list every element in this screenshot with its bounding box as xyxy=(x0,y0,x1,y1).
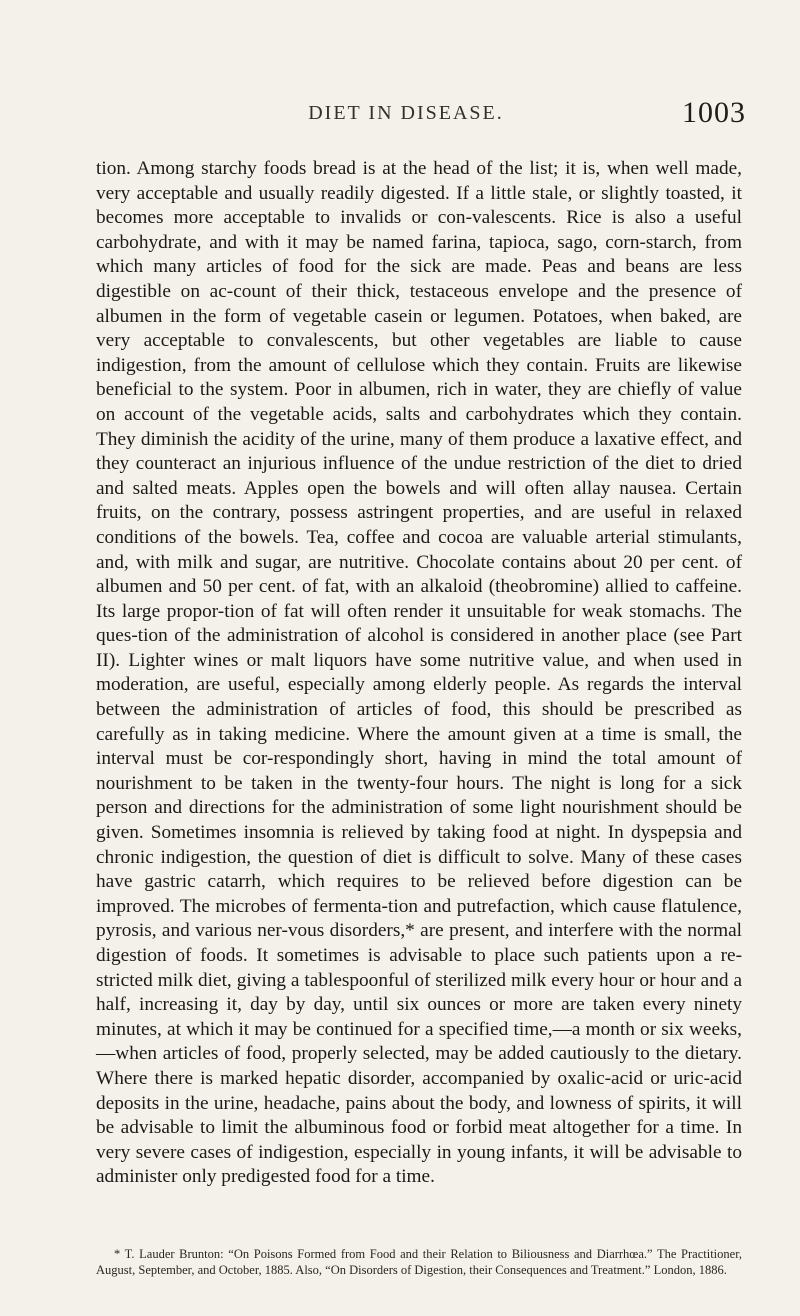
body-paragraph: tion. Among starchy foods bread is at the head of the list; it is, when well made, very acceptable and usually readily digested. If a little stale, or slightly toasted, it becomes more acceptable to invalids or con-valescents. Rice is also a useful carbohydrate, and with it may be named farina, tapioca, sago, corn-starch, from which many articles of food for the sick are made. Peas and beans are less digestible on ac-count of their thick, testaceous envelope and the presence of albumen in the form of vegetable casein or legumen. Potatoes, when baked, are very acceptable to convalescents, but other vegetables are liable to cause indigestion, from the amount of cellulose which they contain. Fruits are likewise beneficial to the system. Poor in albumen, rich in water, they are chiefly of value on account of the vegetable acids, salts and carbohydrates which they contain. They diminish the acidity of the urine, many of them produce a laxative effect, and they counteract an injurious influence of the undue restriction of the diet to dried and salted meats. Apples open the bowels and will often allay nausea. Certain fruits, on the contrary, possess astringent properties, and are useful in relaxed conditions of the bowels. Tea, coffee and cocoa are valuable arterial stimulants, and, with milk and sugar, are nutritive. Chocolate contains about 20 per cent. of albumen and 50 per cent. of fat, with an alkaloid (theobromine) allied to caffeine. Its large propor-tion of fat will often render it unsuitable for weak stomachs. The ques-tion of the administration of alcohol is considered in another place (see Part II). Lighter wines or malt liquors have some nutritive value, and when used in moderation, are useful, especially among elderly people. As regards the interval between the administration of articles of food, this should be prescribed as carefully as in taking medicine. Where the amount given at a time is small, the interval must be cor-respondingly short, having in mind the total amount of nourishment to be taken in the twenty-four hours. The night is long for a sick person and directions for the administration of some light nourishment should be given. Sometimes insomnia is relieved by taking food at night. In dyspepsia and chronic indigestion, the question of diet is difficult to solve. Many of these cases have gastric catarrh, which requires to be relieved before digestion can be improved. The microbes of fermenta-tion and putrefaction, which cause flatulence, pyrosis, and various ner-vous disorders,* are present, and interfere with the normal digestion of foods. It sometimes is advisable to place such patients upon a re-stricted milk diet, giving a tablespoonful of sterilized milk every hour or hour and a half, increasing it, day by day, until six ounces or more are taken every ninety minutes, at which it may be continued for a specified time,—a month or six weeks,—when articles of food, properly selected, may be added cautiously to the dietary. Where there is marked hepatic disorder, accompanied by oxalic-acid or uric-acid deposits in the urine, headache, pains about the body, and lowness of spirits, it will be advisable to limit the albuminous food or forbid meat altogether for a time. In very severe cases of indigestion, especially in young infants, it will be advisable to administer only predigested food for a time. xyxy=(96,158,742,1188)
running-title: DIET IN DISEASE. xyxy=(308,102,504,124)
page-number: 1003 xyxy=(682,96,746,129)
footnote xyxy=(96,1247,742,1278)
running-head xyxy=(66,96,746,136)
footnote-text: * T. Lauder Brunton: “On Poisons Formed from Food and their Relation to Biliousness and Diarrhœa.” The Practitioner, August, September, and October, 1885. Also, “On Disorders of Digestion, their Consequences and Treatment.” London, 1886. xyxy=(96,1247,742,1277)
